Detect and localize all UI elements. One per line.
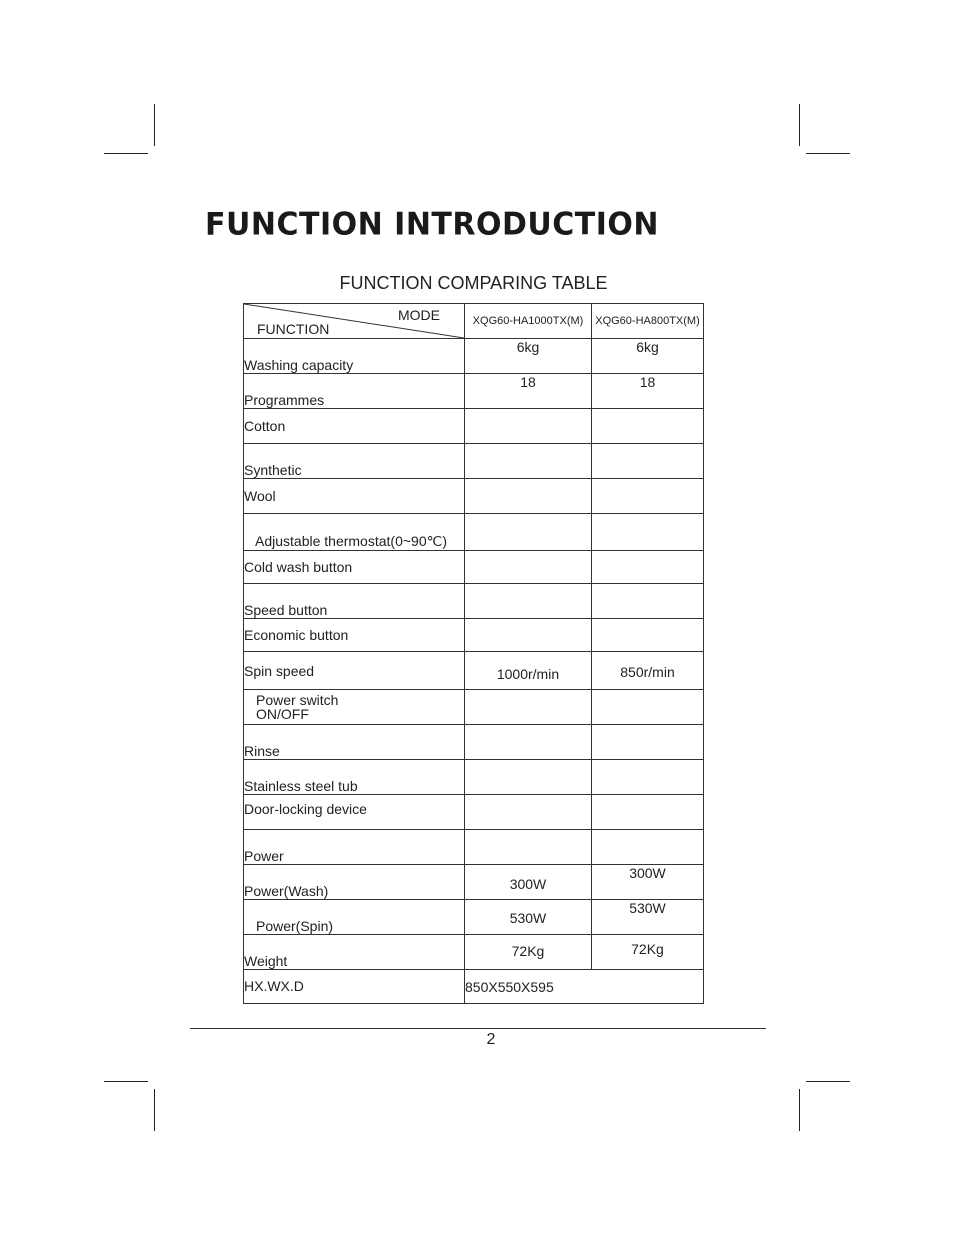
value-cell xyxy=(465,551,592,584)
value-cell xyxy=(465,619,592,652)
function-name: Power(Spin) xyxy=(244,900,465,935)
function-name: Spin speed xyxy=(244,652,465,690)
function-name: Wool xyxy=(244,479,465,514)
dimensions-value: 850X550X595 xyxy=(465,970,704,1004)
table-row xyxy=(244,725,704,760)
value-cell xyxy=(465,725,592,760)
value-cell xyxy=(592,479,704,514)
function-name: Synthetic xyxy=(244,444,465,479)
crop-mark xyxy=(799,1089,800,1131)
table-row xyxy=(244,795,704,830)
value-cell xyxy=(465,795,592,830)
function-name: Stainless steel tub xyxy=(244,760,465,795)
footer-rule xyxy=(190,1028,766,1029)
value-cell xyxy=(592,690,704,725)
value-cell xyxy=(465,409,592,444)
value-cell xyxy=(592,830,704,865)
value-cell: 72Kg xyxy=(592,935,704,970)
mode-label: MODE xyxy=(398,307,440,323)
value-cell xyxy=(465,479,592,514)
value-cell xyxy=(465,444,592,479)
function-name: Programmes xyxy=(244,374,465,409)
table-row xyxy=(244,374,704,409)
page-number: 2 xyxy=(486,1031,496,1048)
table-row xyxy=(244,652,704,690)
crop-mark xyxy=(806,153,850,154)
crop-mark xyxy=(806,1081,850,1082)
crop-mark xyxy=(154,1089,155,1131)
value-cell: 300W xyxy=(465,865,592,900)
value-cell: 6kg xyxy=(592,339,704,374)
value-cell: 530W xyxy=(592,900,704,935)
table-row xyxy=(244,409,704,444)
function-name: Cotton xyxy=(244,409,465,444)
value-cell: 6kg xyxy=(465,339,592,374)
value-cell xyxy=(465,584,592,619)
value-cell xyxy=(592,514,704,551)
table-row xyxy=(244,584,704,619)
value-cell xyxy=(592,409,704,444)
table-title: FUNCTION COMPARING TABLE xyxy=(339,273,608,293)
function-name: Cold wash button xyxy=(244,551,465,584)
value-cell: 18 xyxy=(465,374,592,409)
function-name: Adjustable thermostat(0~90℃) xyxy=(244,514,465,551)
value-cell: 300W xyxy=(592,865,704,900)
value-cell xyxy=(465,760,592,795)
crop-mark xyxy=(799,104,800,146)
value-cell xyxy=(465,514,592,551)
crop-mark xyxy=(154,104,155,146)
table-row xyxy=(244,690,704,725)
function-name: Power xyxy=(244,830,465,865)
table-row xyxy=(244,935,704,970)
table-header-row xyxy=(244,304,704,339)
table-row xyxy=(244,830,704,865)
mode-function-header-cell xyxy=(244,304,465,339)
function-name: HX.WX.D xyxy=(244,970,465,1004)
value-cell: 18 xyxy=(592,374,704,409)
function-name: Economic button xyxy=(244,619,465,652)
table-row xyxy=(244,619,704,652)
function-name: Rinse xyxy=(244,725,465,760)
function-name: Speed button xyxy=(244,584,465,619)
function-comparing-table xyxy=(243,303,704,1004)
value-cell: 72Kg xyxy=(465,935,592,970)
table-row xyxy=(244,339,704,374)
value-cell: 850r/min xyxy=(592,652,704,690)
function-name-line: Power switch xyxy=(256,692,339,708)
value-cell: 530W xyxy=(465,900,592,935)
value-cell xyxy=(465,830,592,865)
function-name-line: ON/OFF xyxy=(256,706,309,722)
table-row xyxy=(244,479,704,514)
function-name: Door-locking device xyxy=(244,795,465,830)
function-name xyxy=(244,690,465,725)
table-row xyxy=(244,444,704,479)
value-cell xyxy=(592,725,704,760)
model-header-2: XQG60-HA800TX(M) xyxy=(592,304,704,339)
function-name: Weight xyxy=(244,935,465,970)
value-cell xyxy=(592,795,704,830)
table-row xyxy=(244,551,704,584)
table-row xyxy=(244,970,704,1004)
crop-mark xyxy=(104,1081,148,1082)
value-cell xyxy=(592,444,704,479)
value-cell xyxy=(465,690,592,725)
table-row xyxy=(244,900,704,935)
function-name: Power(Wash) xyxy=(244,865,465,900)
table-row xyxy=(244,865,704,900)
value-cell: 1000r/min xyxy=(465,652,592,690)
value-cell xyxy=(592,619,704,652)
function-label: FUNCTION xyxy=(257,321,330,337)
table-row xyxy=(244,514,704,551)
function-name: Washing capacity xyxy=(244,339,465,374)
table-row xyxy=(244,760,704,795)
value-cell xyxy=(592,584,704,619)
model-header-1: XQG60-HA1000TX(M) xyxy=(465,304,592,339)
value-cell xyxy=(592,760,704,795)
crop-mark xyxy=(104,153,148,154)
page-title: FUNCTION INTRODUCTION xyxy=(205,206,660,243)
value-cell xyxy=(592,551,704,584)
